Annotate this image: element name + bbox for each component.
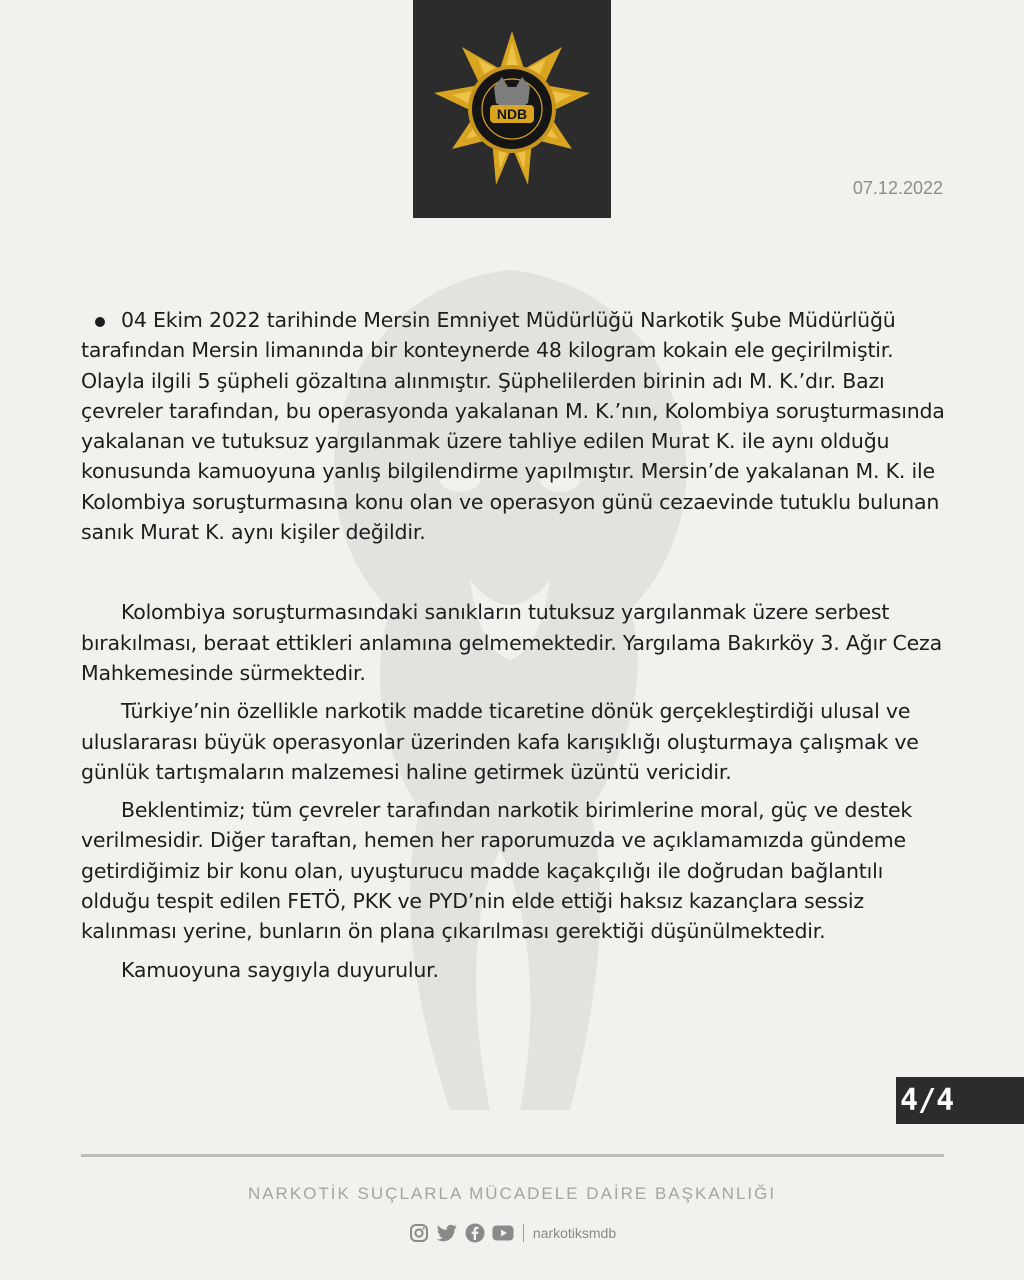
paragraph-4: Kamuoyuna saygıyla duyurulur. [121, 957, 439, 982]
paragraph-2: Türkiye’nin özellikle narkotik madde ticaretine dönük gerçekleştirdiği ulusal ve uluslararası büyük operasyonlar üzerinden kafa karışıklığı oluşturmaya çalışmak ve günlük tartışmaların malzemesi haline getirmek üzüntü vericidir. [81, 699, 919, 784]
ndb-emblem [432, 29, 592, 189]
emblem-lettering: NDB [496, 106, 528, 122]
bullet-icon [95, 317, 105, 327]
release-date: 07.12.2022 [852, 178, 943, 198]
twitter-icon[interactable] [436, 1222, 458, 1244]
social-handle[interactable]: narkotiksmdb [532, 1225, 617, 1241]
statement-body [81, 305, 946, 993]
footer-divider [81, 1154, 944, 1157]
facebook-icon[interactable] [464, 1222, 486, 1244]
instagram-icon[interactable] [408, 1222, 430, 1244]
paragraph-3: Beklentimiz; tüm çevreler tarafından narkotik birimlerine moral, güç ve destek verilmesidir. Diğer taraftan, hemen her raporumuzda ve açıklamamızda gündeme getirdiğimiz bir konu olan, uyuşturucu madde kaçakçılığı ile doğrudan bağlantılı olduğu tespit edilen FETÖ, PKK ve PYD’nin elde ettiği haksız kazançlara sessiz kalınması yerine, bunların ön plana çıkarılması gerektiği düşünülmektedir. [81, 798, 913, 944]
social-separator [523, 1224, 524, 1242]
bullet-paragraph [81, 305, 946, 547]
paragraph-1: Kolombiya soruşturmasındaki sanıkların tutuksuz yargılanmak üzere serbest bırakılması, beraat ettikleri anlamına gelmemektedir. Yargılama Bakırköy 3. Ağır Ceza Mahkemesinde sürmektedir. [81, 600, 942, 685]
youtube-icon[interactable] [492, 1222, 514, 1244]
organization-name: NARKOTİK SUÇLARLA MÜCADELE DAİRE BAŞKANLIĞI [247, 1184, 777, 1203]
page-indicator: 4/4 [896, 1077, 1024, 1124]
social-links [0, 1222, 1024, 1244]
bullet-paragraph-text: 04 Ekim 2022 tarihinde Mersin Emniyet Müdürlüğü Narkotik Şube Müdürlüğü tarafından Mersin limanında bir konteynerde 48 kilogram kokain ele geçirilmiştir. Olayla ilgili 5 şüpheli gözaltına alınmıştır. Şüphelilerden birinin adı M. K.’dır. Bazı çevreler tarafından, bu operasyonda yakalanan M. K.’nın, Kolombiya soruşturmasında yakalanan ve tutuksuz yargılanmak üzere tahliye edilen Murat K. ile aynı olduğu konusunda kamuoyuna yanlış bilgilendirme yapılmıştır. Mersin’de yakalanan M. K. ile Kolombiya soruşturmasına konu olan ve operasyon günü cezaevinde tutuklu bulunan sanık Murat K. aynı kişiler değildir. [81, 308, 945, 545]
logo-panel [413, 0, 611, 218]
